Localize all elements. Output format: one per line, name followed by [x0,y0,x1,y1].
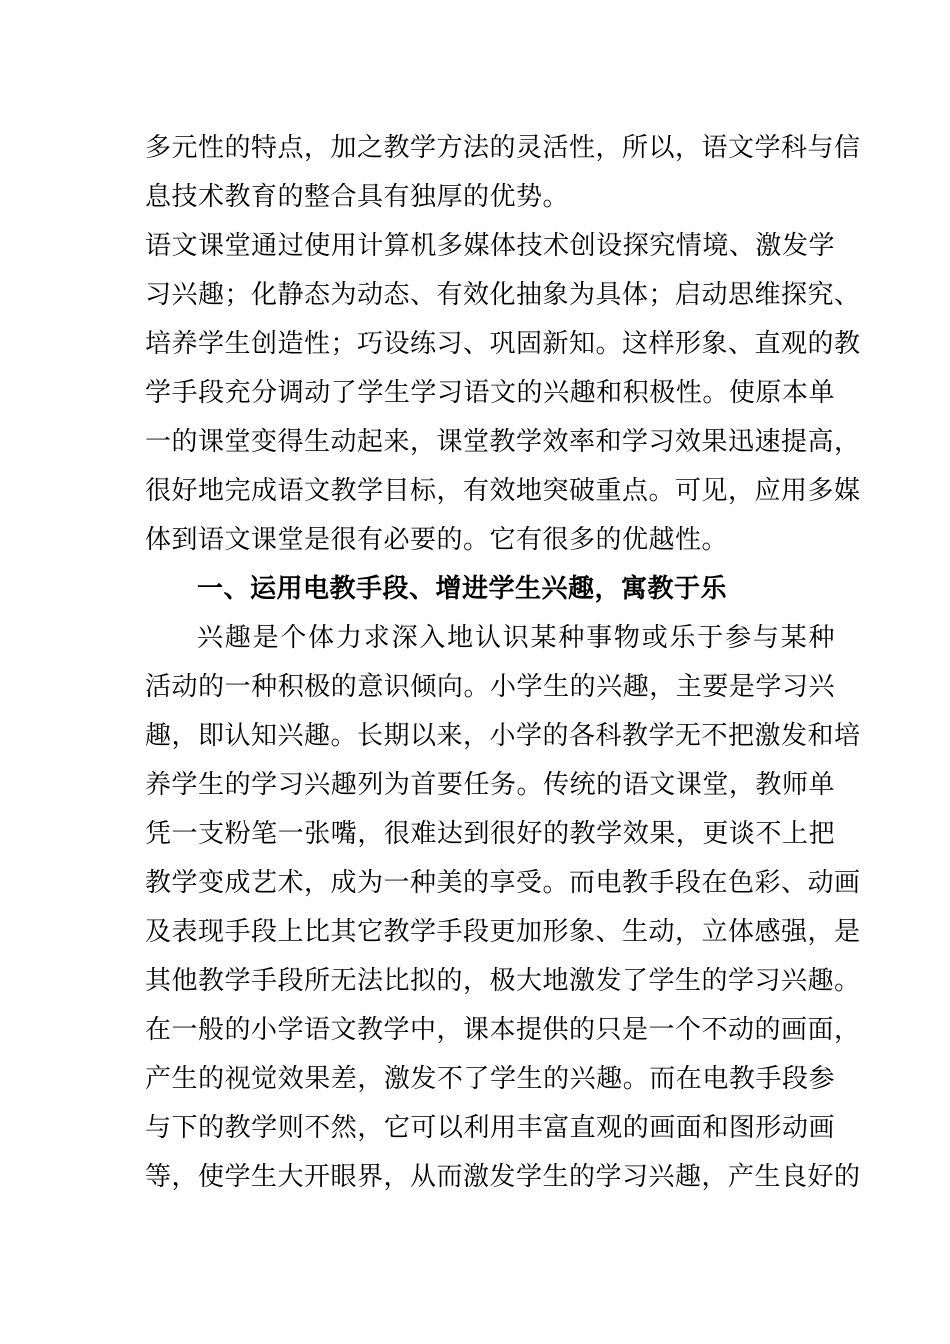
section-heading: 一、运用电教手段、增进学生兴趣，寓教于乐 [197,574,728,604]
text-line: 很好地完成语文教学目标，有效地突破重点。可见，应用多媒 [145,476,861,506]
text-line: 产生的视觉效果差，激发不了学生的兴趣。而在电教手段参 [145,1064,835,1094]
text-line: 兴趣是个体力求深入地认识某种事物或乐于参与某种 [197,623,835,653]
text-line: 培养学生创造性；巧设练习、巩固新知。这样形象、直观的教 [145,329,861,359]
text-line: 息技术教育的整合具有独厚的优势。 [145,182,570,212]
text-line: 其他教学手段所无法比拟的，极大地激发了学生的学习兴趣。 [145,966,861,996]
text-line: 教学变成艺术，成为一种美的享受。而电教手段在色彩、动画 [145,868,861,898]
text-line: 体到语文课堂是很有必要的。它有很多的优越性。 [145,525,729,555]
text-line: 活动的一种积极的意识倾向。小学生的兴趣，主要是学习兴 [145,672,835,702]
text-line: 等，使学生大开眼界，从而激发学生的学习兴趣，产生良好的 [145,1162,861,1192]
text-line: 凭一支粉笔一张嘴，很难达到很好的教学效果，更谈不上把 [145,819,835,849]
text-line: 学手段充分调动了学生学习语文的兴趣和积极性。使原本单 [145,378,835,408]
text-line: 与下的教学则不然，它可以利用丰富直观的画面和图形动画 [145,1113,835,1143]
text-line: 习兴趣；化静态为动态、有效化抽象为具体；启动思维探究、 [145,280,861,310]
text-line: 一的课堂变得生动起来，课堂教学效率和学习效果迅速提高， [145,427,861,457]
document-body [145,124,861,1202]
text-line: 语文课堂通过使用计算机多媒体技术创设探究情境、激发学 [145,231,835,261]
text-line: 趣，即认知兴趣。长期以来，小学的各科教学无不把激发和培 [145,721,861,751]
text-line: 在一般的小学语文教学中，课本提供的只是一个不动的画面， [145,1015,861,1045]
text-line: 及表现手段上比其它教学手段更加形象、生动，立体感强，是 [145,917,861,947]
text-line: 多元性的特点，加之教学方法的灵活性，所以，语文学科与信 [145,133,861,163]
text-line: 养学生的学习兴趣列为首要任务。传统的语文课堂，教师单 [145,770,835,800]
